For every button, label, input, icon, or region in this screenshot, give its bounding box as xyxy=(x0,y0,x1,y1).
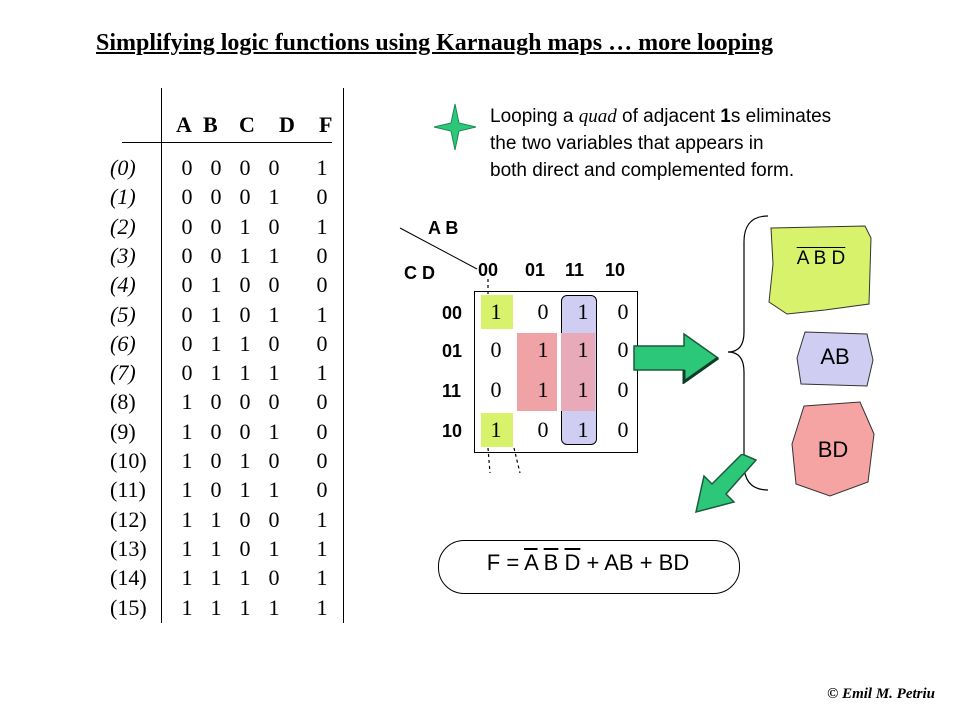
kmap-row-header: 00 xyxy=(442,303,463,323)
kmap-cell: 1 xyxy=(577,299,589,324)
input-bit: 0 xyxy=(210,477,222,503)
row-index: (15) xyxy=(110,594,147,620)
kmap-cell: 1 xyxy=(537,377,549,402)
input-bit: 0 xyxy=(268,155,280,180)
output-bit: 1 xyxy=(316,565,328,591)
output-bit: 1 xyxy=(316,301,328,327)
truth-table-row xyxy=(110,214,350,246)
truth-table-header-rule xyxy=(122,142,332,143)
truth-table-header-b: B xyxy=(203,112,218,137)
truth-table-row xyxy=(110,302,350,334)
row-index: (4) xyxy=(110,272,136,298)
input-bit: 1 xyxy=(239,330,251,356)
input-bit: 0 xyxy=(239,272,251,298)
output-bit: 0 xyxy=(316,418,328,444)
truth-table-row xyxy=(110,477,350,509)
input-bit: 1 xyxy=(210,594,222,620)
output-bit: 0 xyxy=(316,389,328,415)
four-point-star-icon xyxy=(432,102,478,152)
input-bit: 0 xyxy=(210,448,222,473)
kmap-col-header: 11 xyxy=(565,260,585,280)
input-bit: 1 xyxy=(210,506,222,532)
input-bit: 1 xyxy=(181,506,193,532)
note-line-3: both direct and complemented form. xyxy=(490,160,795,181)
kmap-cell: 0 xyxy=(537,417,549,442)
input-bit: 1 xyxy=(210,272,222,298)
kmap-row-header: 11 xyxy=(442,381,462,401)
output-bit: 0 xyxy=(316,272,328,298)
input-bit: 1 xyxy=(268,360,280,386)
row-index: (10) xyxy=(110,448,147,473)
input-bit: 1 xyxy=(239,242,251,268)
row-index: (8) xyxy=(110,389,136,415)
output-bit: 1 xyxy=(316,360,328,386)
row-index: (11) xyxy=(110,477,146,503)
kmap-row-header: 10 xyxy=(442,421,463,441)
input-bit: 0 xyxy=(268,330,280,356)
output-bit: 0 xyxy=(316,330,328,356)
row-index: (0) xyxy=(110,155,136,180)
kmap-cell: 1 xyxy=(537,337,549,362)
input-bit: 1 xyxy=(268,594,280,620)
input-bit: 0 xyxy=(181,360,193,386)
truth-table-header-f: F xyxy=(319,112,333,137)
input-bit: 1 xyxy=(268,301,280,327)
input-bit: 0 xyxy=(239,301,251,327)
truth-table-row xyxy=(110,184,350,216)
truth-table-row xyxy=(110,536,350,568)
output-bit: 1 xyxy=(316,506,328,532)
return-arrow-icon xyxy=(686,454,762,518)
row-index: (6) xyxy=(110,330,136,356)
row-index: (5) xyxy=(110,301,136,327)
input-bit: 1 xyxy=(239,565,251,591)
input-bit: 1 xyxy=(268,184,280,210)
slide-title: Simplifying logic functions using Karnaugh maps … more looping xyxy=(96,30,774,56)
output-bit: 0 xyxy=(316,184,328,210)
kmap-col-header: 00 xyxy=(478,260,499,280)
kmap-col-header: 10 xyxy=(605,260,626,280)
output-bit: 0 xyxy=(316,242,328,268)
input-bit: 1 xyxy=(239,360,251,386)
input-bit: 0 xyxy=(268,213,280,239)
truth-table-row xyxy=(110,360,350,392)
kmap-row-header: 01 xyxy=(442,341,463,361)
input-bit: 1 xyxy=(239,448,251,473)
output-bit: 1 xyxy=(316,155,328,180)
row-index: (12) xyxy=(110,506,147,532)
truth-table-row xyxy=(110,155,350,187)
kmap-cd-label: C D xyxy=(404,263,435,283)
truth-table-row xyxy=(110,331,350,363)
row-index: (14) xyxy=(110,565,147,591)
group-bd-label: BD xyxy=(817,437,849,462)
input-bit: 0 xyxy=(239,184,251,210)
input-bit: 0 xyxy=(210,184,222,210)
looping-note xyxy=(490,103,831,184)
row-index: (13) xyxy=(110,535,147,561)
input-bit: 0 xyxy=(239,418,251,444)
result-equation: $F = \overline{A}$ $\overline{B}$ $\overline{D}$ + AB + BD xyxy=(486,550,690,575)
input-bit: 1 xyxy=(268,535,280,561)
kmap-cell: 1 xyxy=(577,377,589,402)
output-bit: 0 xyxy=(316,448,328,473)
input-bit: 0 xyxy=(210,213,222,239)
kmap-cell: 0 xyxy=(617,377,629,402)
output-bit: 0 xyxy=(316,477,328,503)
group-abd-label: A B D xyxy=(796,248,846,269)
input-bit: 1 xyxy=(181,535,193,561)
truth-table-row xyxy=(110,595,350,627)
truth-table-row xyxy=(110,389,350,421)
kmap-cell: 0 xyxy=(617,337,629,362)
input-bit: 0 xyxy=(239,155,251,180)
input-bit: 0 xyxy=(181,155,193,180)
input-bit: 0 xyxy=(181,184,193,210)
note-line-1: Looping a quad of adjacent 1s eliminates xyxy=(490,106,832,127)
input-bit: 1 xyxy=(239,477,251,503)
input-bit: 1 xyxy=(210,535,222,561)
truth-table-row xyxy=(110,243,350,275)
input-bit: 1 xyxy=(268,477,280,503)
kmap-cell: 1 xyxy=(490,299,502,324)
input-bit: 0 xyxy=(239,535,251,561)
group-abd-blob xyxy=(765,224,877,316)
kmap-col-header: 01 xyxy=(525,260,546,280)
row-index: (7) xyxy=(110,360,136,386)
input-bit: 1 xyxy=(181,477,193,503)
input-bit: 0 xyxy=(268,389,280,415)
input-bit: 1 xyxy=(210,565,222,591)
input-bit: 1 xyxy=(210,360,222,386)
block-arrow-icon xyxy=(632,332,722,384)
truth-table-row xyxy=(110,419,350,451)
input-bit: 1 xyxy=(181,389,193,415)
input-bit: 0 xyxy=(239,506,251,532)
input-bit: 0 xyxy=(268,272,280,298)
input-bit: 1 xyxy=(268,242,280,268)
input-bit: 1 xyxy=(210,301,222,327)
kmap-cell: 0 xyxy=(490,377,502,402)
row-index: (1) xyxy=(110,184,136,210)
input-bit: 0 xyxy=(210,155,222,180)
note-line-2: the two variables that appears in xyxy=(490,133,764,154)
input-bit: 1 xyxy=(181,565,193,591)
input-bit: 0 xyxy=(268,448,280,473)
input-bit: 0 xyxy=(268,506,280,532)
row-index: (3) xyxy=(110,242,136,268)
input-bit: 0 xyxy=(268,565,280,591)
kmap-cell: 0 xyxy=(617,299,629,324)
truth-table-row xyxy=(110,448,350,480)
output-bit: 1 xyxy=(316,535,328,561)
truth-table-header-d: D xyxy=(279,112,295,137)
input-bit: 1 xyxy=(181,418,193,444)
kmap-cell: 0 xyxy=(537,299,549,324)
kmap-ab-label: A B xyxy=(428,218,459,238)
input-bit: 0 xyxy=(181,330,193,356)
copyright: © Emil M. Petriu xyxy=(827,686,935,702)
input-bit: 1 xyxy=(239,594,251,620)
input-bit: 1 xyxy=(181,594,193,620)
truth-table-row xyxy=(110,272,350,304)
truth-table-row xyxy=(110,507,350,539)
kmap-cell: 1 xyxy=(577,337,589,362)
output-bit: 1 xyxy=(316,594,328,620)
input-bit: 0 xyxy=(239,389,251,415)
row-index: (2) xyxy=(110,213,136,239)
kmap-cell: 1 xyxy=(577,417,589,442)
input-bit: 1 xyxy=(239,213,251,239)
input-bit: 1 xyxy=(181,448,193,473)
input-bit: 1 xyxy=(210,330,222,356)
input-bit: 0 xyxy=(181,272,193,298)
truth-table-header-c: C xyxy=(239,112,255,137)
kmap-cell: 0 xyxy=(617,417,629,442)
truth-table-header-a: A xyxy=(176,112,192,137)
input-bit: 0 xyxy=(181,213,193,239)
input-bit: 0 xyxy=(210,242,222,268)
row-index: (9) xyxy=(110,418,136,444)
kmap-cell: 1 xyxy=(490,417,502,442)
input-bit: 0 xyxy=(210,418,222,444)
input-bit: 0 xyxy=(181,242,193,268)
kmap-cell: 0 xyxy=(490,337,502,362)
group-ab-label: AB xyxy=(820,344,850,369)
input-bit: 0 xyxy=(210,389,222,415)
input-bit: 1 xyxy=(268,418,280,444)
output-bit: 1 xyxy=(316,213,328,239)
truth-table-row xyxy=(110,565,350,597)
input-bit: 0 xyxy=(181,301,193,327)
